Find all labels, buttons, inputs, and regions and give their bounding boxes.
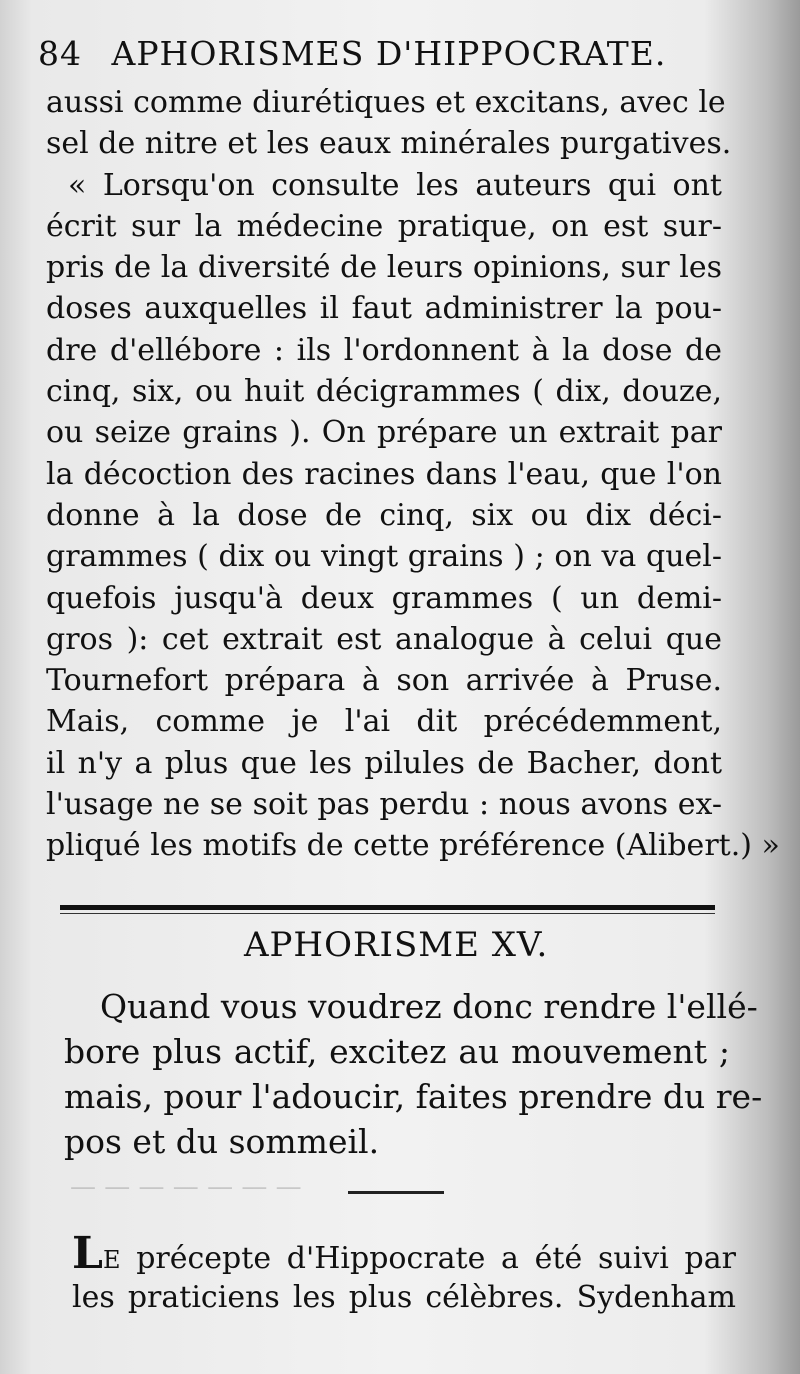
aphorism-title: APHORISME XV.: [244, 925, 549, 965]
text-line: doses auxquelles il faut administrer la pou-: [46, 291, 722, 327]
text-line: pliqué les motifs de cette préférence (Alibert.) »: [46, 828, 780, 864]
text-line: l'usage ne se soit pas perdu : nous avons ex-: [46, 787, 722, 823]
section-rule-thin: [60, 913, 715, 914]
small-caps: E: [102, 1246, 121, 1274]
text-line: grammes ( dix ou vingt grains ) ; on va quel-: [46, 539, 722, 575]
text-line: Quand vous voudrez donc rendre l'ellé-: [100, 987, 758, 1026]
text-line: la décoction des racines dans l'eau, que l'on: [46, 456, 722, 492]
text-line: les praticiens les plus célèbres. Sydenham: [72, 1280, 736, 1316]
text-line: Mais, comme je l'ai dit précédemment,: [46, 704, 722, 740]
text-line: Tournefort prépara à son arrivée à Pruse.: [46, 663, 722, 699]
drop-cap: L: [72, 1228, 103, 1279]
text-line: quefois jusqu'à deux grammes ( un demi-: [46, 580, 722, 616]
text-line: aussi comme diurétiques et excitans, avec le: [46, 85, 726, 120]
running-header: [38, 34, 738, 73]
final-paragraph: [72, 1228, 736, 1319]
page-number: 84: [38, 34, 82, 73]
short-rule: [348, 1191, 444, 1194]
text-line: [72, 1228, 736, 1279]
text-line: sel de nitre et les eaux minérales purgatives.: [46, 126, 732, 162]
text-line: dre d'ellébore : ils l'ordonnent à la dose de: [46, 332, 722, 368]
text-line: donne à la dose de cinq, six ou dix déci-: [46, 497, 722, 533]
text-line: cinq, six, ou huit décigrammes ( dix, douze,: [46, 374, 722, 410]
text-line: ou seize grains ). On prépare un extrait par: [46, 415, 722, 451]
text-line: pris de la diversité de leurs opinions, sur les: [46, 250, 722, 286]
commentary-paragraph: [46, 82, 780, 867]
aphorism-text: [64, 984, 763, 1164]
text-line: pos et du sommeil.: [64, 1122, 380, 1161]
bleed-through-text: — — — — — — —: [70, 1172, 302, 1202]
line-rest: précepte d'Hippocrate a été suivi par: [120, 1241, 736, 1276]
running-title: APHORISMES D'HIPPOCRATE.: [111, 34, 667, 73]
text-line: bore plus actif, excitez au mouvement ;: [64, 1032, 730, 1071]
text-line: mais, pour l'adoucir, faites prendre du re-: [64, 1077, 763, 1116]
text-line: gros ): cet extrait est analogue à celui que: [46, 621, 722, 657]
text-line: « Lorsqu'on consulte les auteurs qui ont: [68, 167, 722, 203]
section-rule: [60, 905, 715, 910]
text-line: il n'y a plus que les pilules de Bacher, dont: [46, 745, 722, 781]
text-line: écrit sur la médecine pratique, on est sur-: [46, 208, 722, 244]
